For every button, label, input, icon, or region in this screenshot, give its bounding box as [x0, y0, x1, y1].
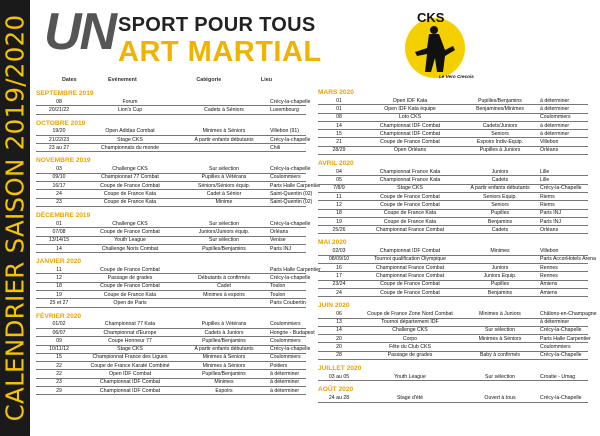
cell-date: 09 [56, 337, 62, 344]
cell-event: Coupe de France Combat [380, 193, 440, 200]
season-title: CALENDRIER SAISON 2019/2020 [0, 14, 30, 422]
cell-date: 07/08 [52, 228, 66, 235]
cell-place: Crécy-la-Chapelle [540, 394, 582, 401]
cell-event: Championnat 77 Combat [101, 174, 159, 181]
cell-category: A partir enfants débutants [194, 346, 254, 353]
cell-place: à déterminer [540, 97, 570, 104]
section-title: AVRIL 2020 [318, 160, 354, 168]
cell-category: Pupilles/Benjamins [202, 245, 246, 252]
cell-place: Paris Coubertin [270, 300, 306, 306]
cell-category: Espoirs [215, 387, 233, 394]
cell-category: Minimes [490, 248, 510, 255]
cell-place: Rennes [540, 264, 558, 271]
cell-event: Coupe de France Kata [383, 210, 437, 217]
cell-category: Pupilles [490, 281, 510, 288]
cell-category: Baby à confirmés [479, 352, 521, 359]
cell-category: Ouvert à tous [484, 394, 516, 401]
cell-place: Châlons-en-Champagne [540, 310, 597, 317]
header-category: Catégorie [196, 77, 222, 83]
cell-place: Crécy-la-chapelle [270, 220, 311, 227]
cell-category: Juniors Equip. [483, 273, 517, 279]
cell-event: Championnat IDF Combat [99, 379, 161, 386]
cell-category: Seniors [491, 130, 509, 137]
right-column [318, 84, 597, 403]
cell-date: 23/24 [332, 281, 346, 288]
cell-date: 16 [336, 264, 342, 271]
cell-place: Coulommiers [270, 337, 301, 344]
cell-event: Youth League [114, 237, 146, 244]
cell-event: Youth League [394, 373, 426, 380]
cell-event: Coupe de France Combat [100, 283, 160, 290]
cell-category: Benjamins [487, 218, 513, 225]
section-title: DÉCEMBRE 2019 [36, 211, 91, 219]
cell-event: Championnat IDF Combat [379, 122, 441, 129]
cell-category: Pupilles [490, 210, 510, 217]
cell-event: Challenge Noris Combat [101, 245, 159, 252]
table-row [318, 394, 588, 402]
cell-category: Séniors/Séniors équip. [197, 182, 251, 189]
cell-event: Coupe de France Combat [100, 182, 160, 189]
cell-place: Riems [540, 193, 555, 200]
cell-event: Coupe de France Combat [100, 266, 160, 273]
cell-place: Toulon [270, 283, 286, 290]
cell-event: Championnat IDF Combat [99, 387, 161, 394]
cell-category: Benjamins [487, 289, 513, 296]
section-title: JUILLET 2020 [318, 365, 362, 373]
cell-place: Paris INJ [540, 218, 562, 225]
cell-event: Championnat France des Ligues [92, 354, 168, 361]
cell-event: Lion's Cup [117, 106, 143, 113]
cell-place: à déterminer [540, 122, 570, 129]
cell-place: Orléans [270, 228, 289, 235]
cell-category: Pupilles/Benjamins [202, 371, 246, 378]
cell-category: Cadets/Juniors [482, 122, 518, 129]
cell-category: Minimes [214, 379, 234, 386]
table-row [36, 199, 313, 207]
cell-date: 03 au 05 [328, 373, 350, 380]
cell-date: 06/07 [52, 329, 66, 336]
section-title: AOÛT 2020 [318, 386, 354, 394]
cell-date: 06 [336, 310, 342, 317]
cell-place: Villebon [540, 248, 559, 255]
cell-date: 01 [336, 105, 342, 112]
cell-place: Coulommiers [270, 174, 301, 181]
cell-event: Championnats du monde [101, 144, 159, 151]
cell-place: à déterminer [540, 130, 570, 137]
cell-event: Championnat France Combat [375, 273, 445, 279]
cell-place: à déterminer [540, 105, 570, 112]
table-row [318, 289, 588, 297]
cell-place: Crécy-la-Chapelle [540, 352, 582, 359]
cell-event: Coupe de France Combat [380, 289, 440, 296]
cell-date: 12 [56, 275, 62, 282]
cell-event: Coupe de France Kata [383, 218, 437, 225]
cell-date: 09/10 [52, 174, 66, 181]
cell-category: Minimes à Séniors [202, 362, 246, 369]
cell-event: Open IDF Kata [392, 97, 428, 104]
cell-category: Pupilles à Vétérans [201, 174, 247, 181]
cell-date: 11 [56, 266, 62, 273]
cell-date: 15 [336, 130, 342, 137]
cell-place: Orléans [540, 226, 559, 233]
cell-date: 13 [336, 319, 342, 326]
cell-date: 08/09/10 [328, 256, 350, 263]
cell-date: 24 [336, 289, 342, 296]
cell-event: Championnat France Combat [375, 264, 445, 271]
logo-subtext: Le Vero Crecois [439, 74, 474, 79]
cell-place: Crécy-la-Chapelle [540, 327, 582, 334]
cell-place: Crécy-la-chapelle [270, 98, 311, 105]
cell-category: Minimes à Juniors [479, 310, 521, 317]
cell-event: Championnat France Kata [379, 168, 441, 175]
table-row [318, 352, 588, 360]
cell-place: Rennes [540, 273, 558, 279]
cell-place: Lille [540, 168, 550, 175]
cell-place: Paris Halle Carpentier [540, 335, 591, 342]
cell-place: à déterminer [270, 371, 300, 378]
cell-event: Open IDF Kata équipe [384, 105, 436, 112]
cell-date: 19 [56, 291, 62, 298]
cell-category: Seniors Equip. [483, 193, 517, 200]
cell-event: Championnat France Kata [379, 177, 441, 184]
cell-date: 08 [336, 114, 342, 121]
cell-place: Paris Halle Carpentier [270, 266, 321, 273]
header-dates: Dates [62, 77, 77, 83]
cell-category: Minimes à espoirs [203, 291, 245, 298]
cell-place: Riems [540, 201, 555, 208]
cell-event: Tournoi département IDF [381, 319, 439, 326]
cell-place: Luxembourg [270, 106, 299, 113]
cell-date: 19/20 [52, 128, 66, 135]
cell-place: Saint-Quentin (02) [270, 199, 313, 206]
cell-event: Open Orléans [393, 147, 427, 154]
cell-event: Championnat d'Europe [103, 329, 157, 336]
cell-category: Benjamines/Minimes [476, 105, 524, 112]
cell-place: Orléans [540, 147, 559, 154]
cell-event: Open de Paris [113, 300, 147, 306]
cell-event: Championnat IDF Combat [379, 130, 441, 137]
cell-date: 17 [336, 273, 342, 279]
cell-date: 28/29 [332, 147, 346, 154]
karateka-head-icon [430, 26, 438, 34]
cell-category: Cadet à Sénior [206, 191, 242, 198]
cell-date: 18 [56, 283, 62, 290]
cell-category: Minimes à Séniors [202, 128, 246, 135]
side-banner [0, 0, 30, 436]
cell-place: Coulommiers [270, 321, 301, 328]
cell-date: 22 [56, 362, 62, 369]
cell-date: 21 [336, 139, 342, 146]
table-row [36, 106, 306, 114]
cell-event: Coupe de France Combat [380, 139, 440, 146]
cell-event: Championnat 77 Kata [104, 321, 156, 328]
section-title: JUIN 2020 [318, 302, 350, 310]
cell-category: Sur sélection [209, 237, 239, 244]
cell-date: 12 [336, 201, 342, 208]
cell-date: 16/17 [52, 182, 66, 189]
table-header [36, 75, 306, 85]
cell-event: Coupe de France Combat [380, 281, 440, 288]
cell-date: 23 [56, 379, 62, 386]
cell-place: Crécy-la-Chapelle [540, 185, 582, 192]
cell-place: Coulommiers [540, 114, 571, 121]
cell-category: Sur sélection [485, 373, 515, 380]
cell-date: 28 [336, 352, 342, 359]
cell-date: 14 [56, 245, 62, 252]
cell-event: Tournoi qualification Olympique [373, 256, 447, 263]
cell-place: Venise [270, 237, 286, 244]
section-title: MAI 2020 [318, 239, 347, 247]
brand-line1: SPORT POUR TOUS [118, 14, 316, 36]
cell-event: Coupe de France Karaté Combiné [90, 362, 170, 369]
cell-date: 20/21/22 [48, 106, 70, 113]
cell-event: Coupe de France Kata [103, 199, 157, 206]
cell-place: Crécy-la-chapelle [270, 136, 311, 143]
cell-date: 18 [336, 210, 342, 217]
cell-date: 21/22/23 [48, 136, 70, 143]
cell-event: Challenge CKS [392, 327, 428, 334]
cell-place: à déterminer [270, 387, 300, 394]
cell-date: 20 [336, 344, 342, 351]
cell-date: 7/8/9 [333, 185, 345, 192]
cell-date: 22 [56, 371, 62, 378]
cell-date: 03 [56, 166, 62, 173]
section-title: FÉVRIER 2020 [36, 312, 82, 320]
cell-date: 05 [336, 177, 342, 184]
cell-date: 01 [56, 220, 62, 227]
cell-category: Juniors [491, 264, 509, 271]
cell-event: Fête du Club CKS [389, 344, 431, 351]
brand-heading [44, 3, 322, 74]
cell-category: A partir enfants débutants [194, 136, 254, 143]
left-column [36, 75, 321, 395]
cell-category: Pupilles à Vétérans [201, 321, 247, 328]
cell-category: Cadet [217, 283, 231, 290]
logo-text: CKS [417, 10, 445, 25]
cell-event: Loto CKS [398, 114, 422, 121]
cell-place: Paris INJ [270, 245, 292, 252]
section-title: MARS 2020 [318, 89, 354, 96]
cell-place: Crécy-la-chapelle [270, 275, 311, 282]
cell-event: Corpo [402, 335, 418, 342]
cell-date: 24 [56, 191, 62, 198]
cell-place: Amiens [540, 289, 558, 296]
table-row [36, 299, 306, 307]
cell-date: 14 [336, 327, 342, 334]
cell-category: Minime [215, 199, 233, 206]
cell-event: Coupe de France Zone Nord Combat [367, 310, 453, 317]
cell-event: Coupe de France Combat [380, 201, 440, 208]
cell-category: Pupilles/Benjamins [202, 337, 246, 344]
cell-date: 08 [56, 98, 62, 105]
section-title: NOVEMBRE 2019 [36, 157, 91, 165]
cell-date: 02/03 [332, 248, 346, 255]
cell-category: Minimes à Séniors [478, 335, 522, 342]
cell-category: Cadets à Juniors [204, 329, 244, 336]
cell-date: 25/26 [332, 226, 346, 233]
cell-event: Open IDF Combat [108, 371, 152, 378]
cell-category: A partir enfants débutants [470, 185, 530, 192]
cks-logo [395, 6, 475, 86]
cell-event: Stage d'été [396, 394, 424, 401]
cell-place: Croatie - Umag [540, 373, 576, 380]
header-event: Evénement [108, 77, 137, 83]
cell-date: 11 [336, 193, 342, 200]
cell-place: Saint-Quentin (02) [270, 191, 313, 198]
section-title: SEPTEMBRE 2019 [36, 90, 94, 97]
cell-place: Coulommiers [540, 344, 571, 351]
cell-category: Sur sélection [209, 166, 239, 173]
cell-date: 29 [56, 387, 62, 394]
cell-date: 15 [56, 354, 62, 361]
brand-un: UN [44, 3, 116, 61]
cell-date: 25 et 27 [49, 300, 69, 306]
cell-event: Stage CKS [117, 346, 143, 353]
cell-category: Pupilles/Benjamins [478, 97, 522, 104]
cell-category: Seniors [491, 201, 509, 208]
table-row [36, 387, 306, 395]
cell-date: 20 [336, 335, 342, 342]
table-row [318, 147, 588, 155]
header-place: Lieu [260, 77, 273, 83]
table-row [318, 373, 588, 381]
cell-category: Juniors/Juniors équip. [198, 228, 250, 235]
cell-date: 01/02 [52, 321, 66, 328]
cell-place: Paris INJ [540, 210, 562, 217]
cell-event: Challenge CKS [112, 220, 148, 227]
cell-date: 04 [336, 168, 342, 175]
cell-event: Championnat France Combat [375, 226, 445, 233]
cell-place: Coulommiers [270, 354, 301, 361]
cell-category: Cadets [491, 177, 509, 184]
cell-event: Forum [122, 98, 138, 105]
cell-date: 23 [56, 199, 62, 206]
cell-category: Cadets à Séniors [204, 106, 244, 113]
cell-date: 14 [336, 122, 342, 129]
cell-event: Coupe Honneur 77 [108, 337, 152, 344]
cell-event: Open Adidas Combat [105, 128, 155, 135]
brand-line2: ART MARTIAL [118, 36, 322, 68]
cell-place: Villebon (91) [270, 128, 300, 135]
cell-event: Challenge CKS [112, 166, 148, 173]
cell-event: Coupe de France Kata [103, 191, 157, 198]
cell-category: Débutants à confirmés [198, 275, 250, 282]
cell-event: Passage de grades [107, 275, 153, 282]
table-row [36, 144, 306, 152]
table-row [318, 226, 588, 234]
cell-place: Paris Halle Carpentier [270, 182, 321, 189]
cell-category: Sur sélection [209, 220, 239, 227]
table-row [36, 245, 306, 253]
cell-category: Minimes à Seniors [202, 354, 246, 361]
cell-place: Lille [540, 177, 550, 184]
cell-place: à déterminer [540, 319, 570, 326]
cell-date: 23 au 27 [48, 144, 70, 151]
cell-place: Poitiers [270, 362, 288, 369]
cell-place: Crécy-la-chapelle [270, 166, 311, 173]
cell-category: Espoirs Indiv-Equip. [476, 139, 524, 146]
cell-place: Crécy-la-chapelle [270, 346, 311, 353]
cell-place: Hongrie - Budapest [270, 329, 315, 336]
cell-place: Toulon [270, 291, 286, 298]
cell-place: Chili [270, 144, 281, 151]
cell-category: Sur sélection [485, 327, 515, 334]
cell-event: Passage de grades [387, 352, 433, 359]
cell-event: Stage CKS [117, 136, 143, 143]
cell-category: Cadets [491, 226, 509, 233]
cell-date: 19 [336, 218, 342, 225]
section-title: JANVIER 2020 [36, 258, 82, 266]
section-title: OCTOBRE 2019 [36, 119, 86, 127]
cell-date: 10/11/12 [49, 346, 69, 353]
cell-place: Amiens [540, 281, 558, 288]
cell-place: Villebon [540, 139, 559, 146]
cell-event: Coupe de France Kata [103, 291, 157, 298]
cell-date: 24 au 28 [328, 394, 350, 401]
cell-date: 13/14/15 [48, 237, 70, 244]
cell-category: Pupilles à Juniors [479, 147, 521, 154]
cell-event: Stage CKS [397, 185, 423, 192]
cell-event: Championnat IDF Combat [379, 248, 441, 255]
cell-category: Juniors [491, 168, 509, 175]
cell-place: à déterminer [270, 379, 300, 386]
cell-event: Coupe de France Combat [100, 228, 160, 235]
cell-date: 01 [336, 97, 342, 104]
cell-place: Paris AccorHotels Arena [540, 256, 596, 263]
